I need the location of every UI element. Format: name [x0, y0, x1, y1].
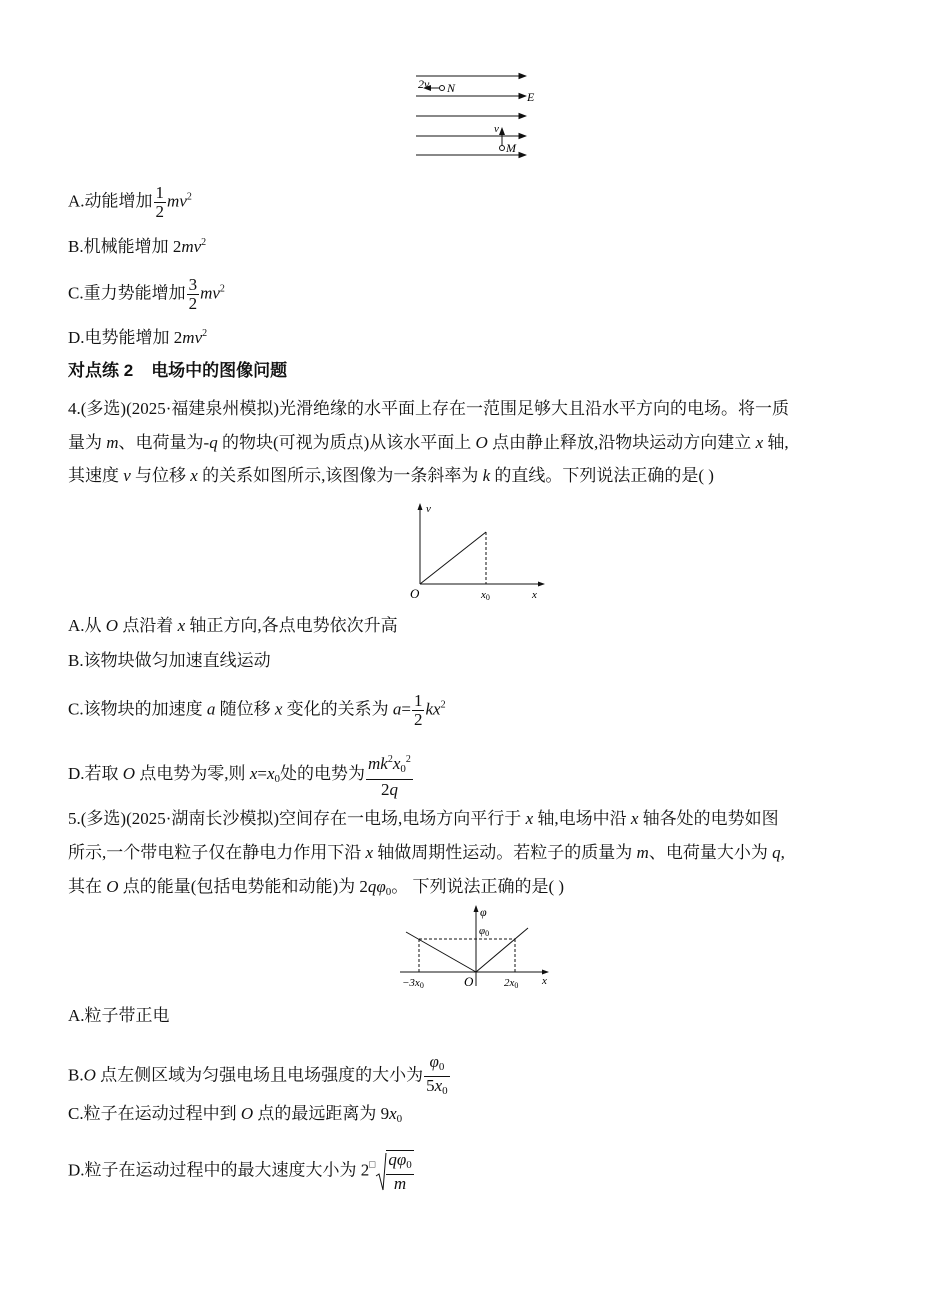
q4-option-b[interactable]: B.该物块做匀加速直线运动 [68, 651, 271, 670]
q3-option-d[interactable]: D.电势能增加 $2mv^2$ [68, 328, 208, 347]
q4-stem-line1: 4.(多选)(2025·福建泉州模拟)光滑绝缘的水平面上存在一范围足够大且沿水平方向的电场。将一质 [68, 399, 790, 418]
fraction: $\frac{3}{2}$ [188, 275, 198, 313]
q5-stem-line1: 5.(多选)(2025·湖南长沙模拟)空间存在一电场,电场方向平行于 x 轴,电场中沿 x 轴各处的电势如图 [68, 809, 779, 828]
q5-option-d[interactable]: D.粒子在运动过程中的最大速度大小为 2□ $\frac{q\varphi_0}{m}$ [68, 1150, 415, 1193]
label-E: E [527, 90, 535, 104]
label-phi: φ [480, 905, 487, 919]
q4-option-a[interactable]: A.从 O 点沿着 x 轴正方向,各点电势依次升高 [68, 616, 398, 635]
v-x-graph [406, 500, 556, 606]
label-v: v [426, 503, 431, 515]
phi-left-line [406, 932, 476, 972]
q5-option-a[interactable]: A.粒子带正电 [68, 1006, 170, 1025]
q5-stem-line2: 所示,一个带电粒子仅在静电力作用下沿 x 轴做周期性运动。若粒子的质量为 m、电荷量大小为 q, [68, 843, 785, 862]
label-2v: 2v [418, 77, 430, 91]
label-N: N [447, 81, 456, 95]
q5-option-c[interactable]: C.粒子在运动过程中到 O 点的最远距离为 $9x_0$ [68, 1104, 403, 1125]
label-v: v [494, 123, 499, 135]
q4-option-c[interactable]: C.该物块的加速度 a 随位移 x 变化的关系为 a= $\frac{1}{2}$ $kx^2$ [68, 691, 446, 729]
label-x: x [532, 589, 537, 601]
fraction: $\frac{mk^2x_0^2}{2q}$ [366, 750, 413, 800]
section-heading: 对点练 2 电场中的图像问题 [68, 361, 288, 380]
q3-option-c[interactable]: C.重力势能增加 $\frac{3}{2}$ $mv^2$ [68, 275, 225, 313]
label-O: O [464, 974, 474, 989]
fraction: $\frac{\varphi_0}{5x_0}$ [426, 1052, 448, 1097]
label-phi0: φ0 [479, 925, 490, 938]
particle-N [440, 86, 445, 91]
q4-stem-line3: 其速度 v 与位移 x 的关系如图所示,该图像为一条斜率为 k 的直线。下列说法正确的是( ) [68, 466, 714, 485]
field-lines-figure [410, 66, 550, 162]
v-x-line [420, 532, 486, 584]
sqrt-expression: $\frac{q\varphi_0}{m}$ [375, 1150, 414, 1193]
q4-option-d[interactable]: D.若取 O 点电势为零,则 $x=x_0$处的电势为 $\frac{mk^2x_0^2}{2q}$ [68, 750, 414, 800]
label-2x0: 2x0 [504, 977, 519, 990]
q5-stem-line3: 其在 O 点的能量(包括电势能和动能)为 $2q\varphi_0$。 下列说法正确的是( ) [68, 877, 565, 898]
q3-option-b[interactable]: B.机械能增加 $2mv^2$ [68, 237, 207, 256]
label-x0: x0 [481, 589, 490, 602]
label-M: M [506, 141, 516, 155]
label-x: x [542, 975, 547, 987]
label-neg3x0: −3x0 [402, 977, 424, 990]
q4-stem-line2: 量为 m、电荷量为-q 的物块(可视为质点)从该水平面上 O 点由静止释放,沿物块运动方向建立 x 轴, [68, 433, 789, 452]
particle-M [500, 146, 505, 151]
phi-x-graph [396, 902, 566, 994]
label-O: O [410, 586, 420, 601]
q3-option-a[interactable]: A.动能增加 $\frac{1}{2}$ $mv^2$ [68, 183, 192, 221]
fraction: $\frac{1}{2}$ [413, 691, 423, 729]
fraction: $\frac{1}{2}$ [155, 183, 165, 221]
q5-option-b[interactable]: B.O 点左侧区域为匀强电场且电场强度的大小为 $\frac{\varphi_0}{5x_0}$ [68, 1053, 451, 1100]
